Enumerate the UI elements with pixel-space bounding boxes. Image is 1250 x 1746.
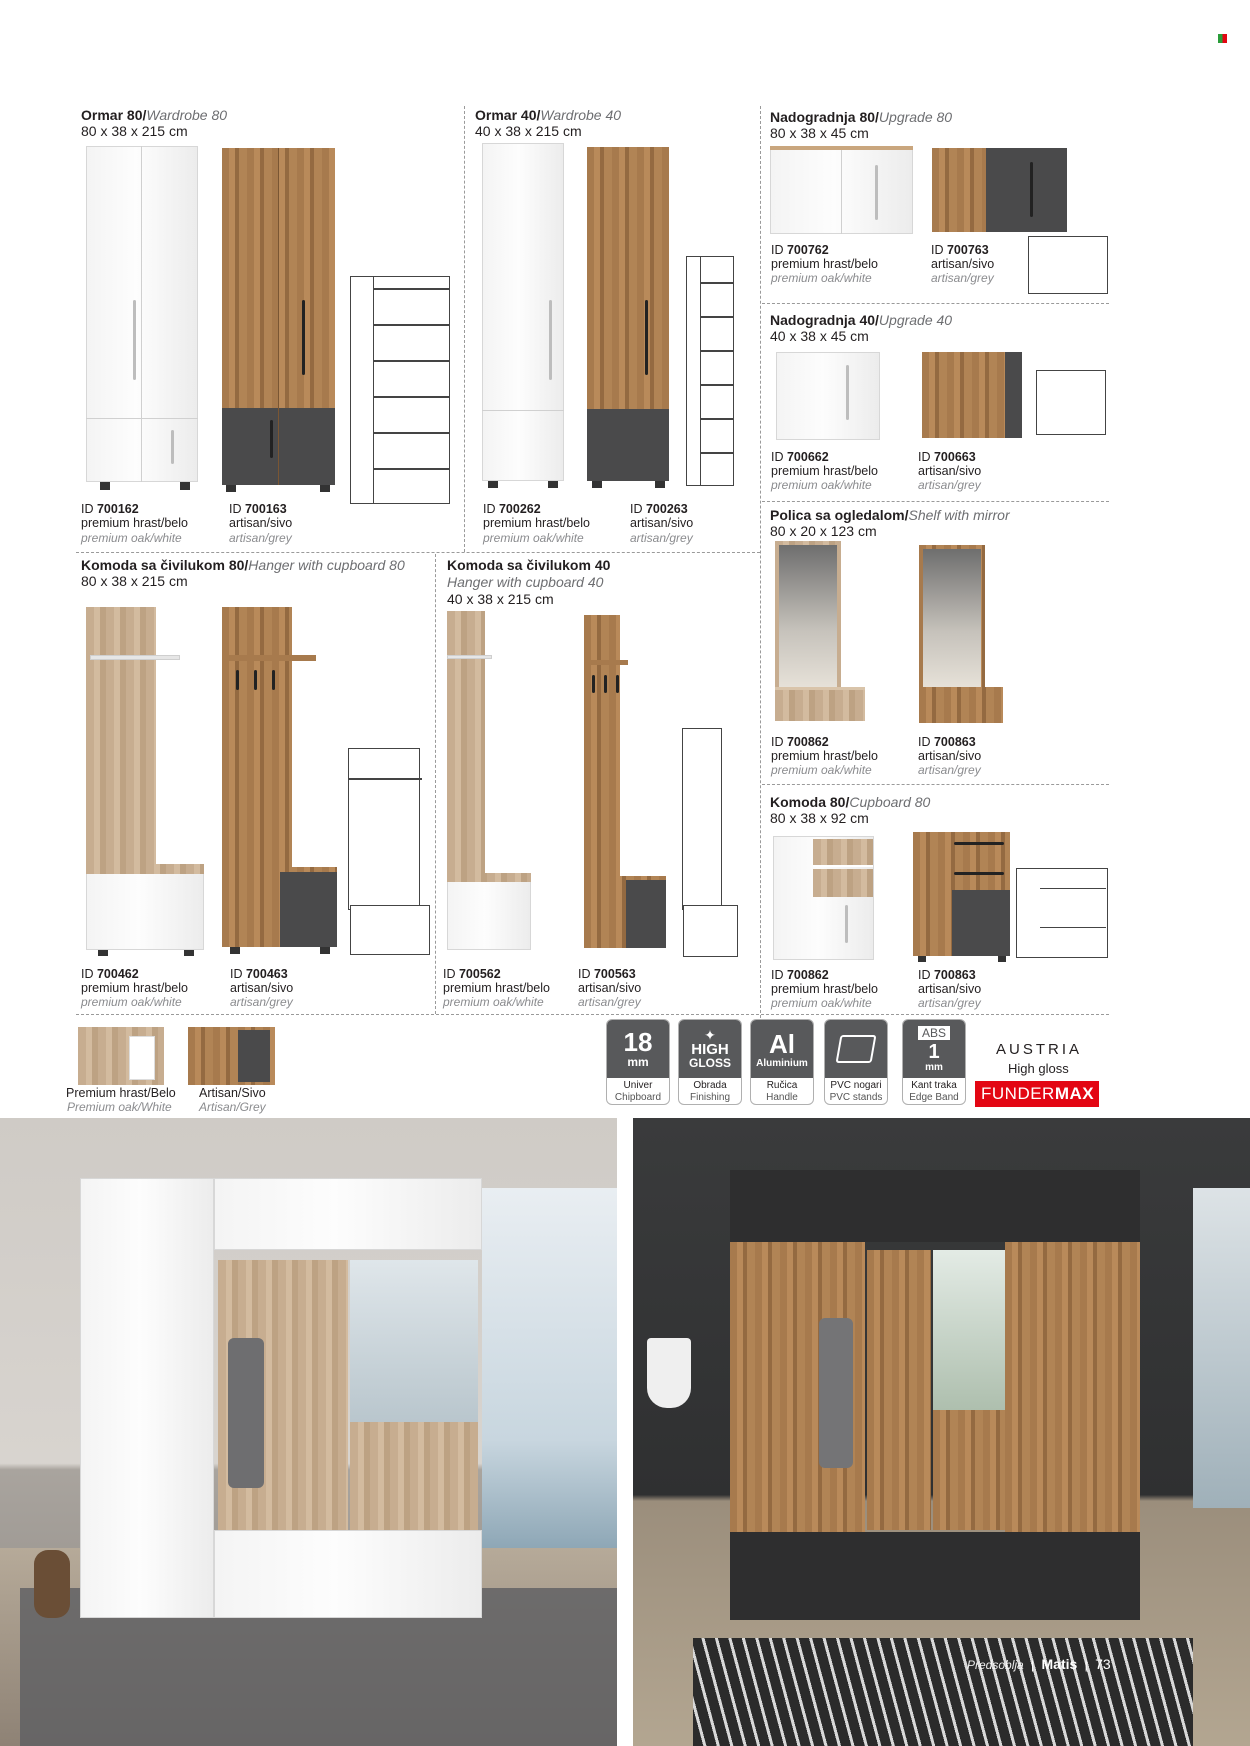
page-number: 73 [1095,1656,1111,1672]
variant-id: ID 700662 [771,450,829,464]
swatch-label: Artisan/Sivo [199,1086,266,1100]
mirror-shelf [775,687,865,721]
variant-name-en: artisan/grey [931,271,994,285]
hook [272,670,275,690]
upgrade-white-image [776,352,880,440]
variant-id: ID 700163 [229,502,287,516]
variant-name: artisan/sivo [229,516,293,530]
badge-label: PVC nogari [830,1080,882,1091]
hanger-sketch-image [682,728,722,910]
drawer [813,839,873,867]
handle [954,872,1004,875]
variant-name: artisan/sivo [918,982,982,996]
hook [236,670,239,690]
variant-id: ID 700263 [630,502,688,516]
product-title: Komoda sa čivilukom 40 [447,557,611,573]
handle [954,842,1004,845]
variant-id: ID 700562 [443,967,501,981]
variant-id: ID 700863 [918,735,976,749]
badge-unit: Aluminium [756,1057,808,1069]
upgrade-grey-front [1005,352,1022,438]
hanger-panel-image [584,615,620,880]
badge-value: HIGH [691,1041,729,1058]
divider [760,106,761,1018]
brand-tagline: High gloss [1008,1061,1069,1076]
product-title-en: Hanger with cupboard 40 [447,574,604,590]
badge-edge-band [902,1019,966,1105]
handle [645,300,648,375]
variant-id: ID 700863 [918,968,976,982]
foot [180,482,190,490]
divider [76,552,760,553]
hanger-panel-image [86,607,156,869]
mirror-shelf [919,687,1003,723]
variant-name-en: artisan/grey [630,531,693,545]
badge-label: Ručica [766,1080,798,1091]
variant-id: ID 700563 [578,967,636,981]
variant-name-en: artisan/grey [578,995,641,1009]
product-title: Ormar 80/Wardrobe 80 [81,107,228,123]
variant-name-en: premium oak/white [771,996,872,1010]
badge-chipboard [606,1019,670,1105]
swatch-white-insert [129,1036,155,1080]
badge-value: 18 [623,1027,653,1057]
hanger-sketch-image [348,748,420,910]
door-split [141,146,142,482]
brand-country: AUSTRIA [996,1041,1083,1058]
divider [762,501,1109,502]
badge-label-en: PVC stands [829,1092,883,1103]
variant-name-en: premium oak/white [771,478,872,492]
floor-lamp [647,1338,691,1408]
variant-name: premium hrast/belo [81,981,188,995]
pvc-stand-icon [836,1035,877,1063]
hook [592,675,595,693]
product-dims: 40 x 38 x 215 cm [447,591,554,607]
shelf-lines [700,256,734,486]
oak-hanger-panel [867,1250,931,1530]
grey-upper-cabinets [730,1170,1140,1242]
variant-name-en: artisan/grey [230,995,293,1009]
variant-id: ID 700862 [771,968,829,982]
hanger-panel-image [222,607,292,869]
badge-label-en: Edge Band [909,1092,959,1103]
variant-name: premium hrast/belo [771,749,878,763]
divider [464,106,465,552]
wardrobe-oak-image [587,147,669,409]
brand-logo: FUNDERMAX [975,1081,1099,1107]
handle [845,905,848,943]
shelf-lines [373,276,450,504]
foot [184,950,194,956]
foot [230,947,240,954]
cupboard-grey-door [952,890,1010,956]
variant-name: artisan/sivo [931,257,995,271]
variant-name-en: premium oak/white [81,995,182,1009]
grey-lower-cabinets [730,1532,1140,1620]
divider: | [1084,1658,1088,1672]
product-title: Polica sa ogledalom/Shelf with mirror [770,507,1010,523]
variant-name-en: premium oak/white [771,763,872,777]
door-split [841,150,842,234]
variant-name: premium hrast/belo [483,516,590,530]
window [1193,1188,1250,1508]
door-split [86,418,198,419]
variant-name-en: premium oak/white [771,271,872,285]
foot [98,950,108,956]
foot [548,481,558,488]
foot [998,956,1006,962]
handle [875,165,878,220]
variant-name-en: premium oak/white [443,995,544,1009]
product-title: Ormar 40/Wardrobe 40 [475,107,622,123]
hat-shelf [584,660,628,665]
badge-label: Obrada [693,1080,727,1091]
product-dims: 80 x 38 x 215 cm [81,123,188,139]
drawer [813,869,873,897]
hat-shelf [447,655,492,659]
badge-abs: ABS [918,1026,950,1040]
badge-label-en: Finishing [689,1092,731,1103]
upgrade-sketch-image [1028,236,1108,294]
variant-name: premium hrast/belo [771,464,878,478]
variant-name: artisan/sivo [918,749,982,763]
divider: | [1031,1658,1035,1672]
variant-name: artisan/sivo [230,981,294,995]
badge-value: Al [769,1028,795,1059]
handle [133,300,136,380]
door-split [482,410,564,411]
variant-name: artisan/sivo [630,516,694,530]
hat-shelf [348,778,422,780]
badge-high-gloss [678,1019,742,1105]
badge-label-en: Chipboard [614,1092,662,1103]
vase [34,1550,70,1618]
foot [918,956,926,962]
hanger-cupboard-image [86,867,204,950]
oak-wardrobe-right [1005,1242,1140,1532]
product-dims: 40 x 38 x 45 cm [770,328,869,344]
handle [1030,162,1033,217]
badge-pvc-stands [824,1019,888,1105]
variant-id: ID 700462 [81,967,139,981]
striped-rug [693,1638,1193,1746]
white-lower-cabinets [214,1530,482,1618]
variant-name-en: artisan/grey [918,996,981,1010]
hook [616,675,619,693]
mirror-glass [923,549,981,687]
variant-id: ID 700663 [918,450,976,464]
product-dims: 40 x 38 x 215 cm [475,123,582,139]
sparkle-icon: ✦ [704,1027,716,1043]
badge-label: Kant traka [911,1080,957,1091]
footer-label: Predsoblja [967,1658,1024,1672]
hat-shelf [90,655,180,660]
product-title: Nadogradnja 80/Upgrade 80 [770,109,953,125]
handle [846,365,849,420]
variant-name-en: artisan/grey [918,763,981,777]
variant-name-en: artisan/grey [229,531,292,545]
variant-name-en: artisan/grey [918,478,981,492]
variant-name: premium hrast/belo [443,981,550,995]
product-dims: 80 x 20 x 123 cm [770,523,877,539]
door-split [278,148,279,485]
hanger-sketch-bench [350,905,430,955]
hanger-panel-image [447,611,485,881]
upgrade-grey-front [986,148,1067,232]
hanger-grey-door [626,880,666,948]
foot [655,481,665,488]
white-wardrobe-left [80,1178,214,1618]
product-dims: 80 x 38 x 215 cm [81,573,188,589]
handle [270,420,273,458]
footer [967,1656,1111,1672]
hanger-cupboard-image [447,876,531,950]
variant-name: premium hrast/belo [771,982,878,996]
variant-name: artisan/sivo [578,981,642,995]
variant-name: premium hrast/belo [81,516,188,530]
foot [320,947,330,954]
swatch-label-en: Premium oak/White [67,1100,172,1114]
matis-logo: Matis [1041,1656,1078,1672]
variant-name-en: premium oak/white [483,531,584,545]
divider [762,784,1109,785]
foot [592,481,602,488]
variant-id: ID 700762 [771,243,829,257]
divider [435,554,436,1014]
wardrobe-grey-base [587,409,669,481]
product-title: Nadogradnja 40/Upgrade 40 [770,312,953,328]
lifestyle-photo-artisan [633,1118,1250,1746]
oak-drawers [350,1422,478,1530]
corner-mark-icon [1218,34,1227,43]
upgrade-sketch-image [1036,370,1106,435]
hook [254,670,257,690]
badge-unit: mm [925,1061,943,1073]
hanger-seat [86,864,204,874]
badge-unit: GLOSS [688,1056,731,1070]
variant-name-en: premium oak/white [81,531,182,545]
badge-label-en: Handle [766,1092,798,1103]
variant-id: ID 700862 [771,735,829,749]
window [482,1188,617,1548]
product-dims: 80 x 38 x 92 cm [770,810,869,826]
mirror-glass [779,545,837,687]
badge-unit: mm [627,1055,649,1069]
variant-id: ID 700162 [81,502,139,516]
divider [76,1014,1109,1015]
product-dims: 80 x 38 x 45 cm [770,125,869,141]
foot [488,481,498,488]
coat [819,1318,853,1468]
hat-shelf [222,655,316,661]
swatch-grey-insert [238,1030,270,1082]
variant-id: ID 700763 [931,243,989,257]
badge-value: 1 [928,1040,940,1063]
foot [226,485,236,492]
hanger-grey-door [280,872,337,947]
divider [762,303,1109,304]
badge-label: Univer [623,1080,653,1091]
coat [228,1338,264,1488]
handle [302,300,305,375]
white-upper-cabinets [214,1178,482,1250]
lifestyle-photo-white [0,1118,617,1746]
product-title: Komoda sa čivilukom 80/Hanger with cupboard 80 [81,557,405,573]
variant-name: artisan/sivo [918,464,982,478]
mirror [350,1260,478,1422]
hook [604,675,607,693]
badge-aluminium [750,1019,814,1105]
hanger-seat [447,873,531,882]
hanger-sketch-bench [683,905,738,957]
variant-id: ID 700262 [483,502,541,516]
swatch-label: Premium hrast/Belo [66,1086,176,1100]
product-title: Komoda 80/Cupboard 80 [770,794,931,810]
handle [171,430,174,464]
variant-id: ID 700463 [230,967,288,981]
foot [320,485,330,492]
handle [549,300,552,380]
wardrobe-white-image [86,146,198,482]
drawer-lines [1040,888,1106,928]
variant-name: premium hrast/belo [771,257,878,271]
foot [100,482,110,490]
swatch-label-en: Artisan/Grey [199,1100,266,1114]
